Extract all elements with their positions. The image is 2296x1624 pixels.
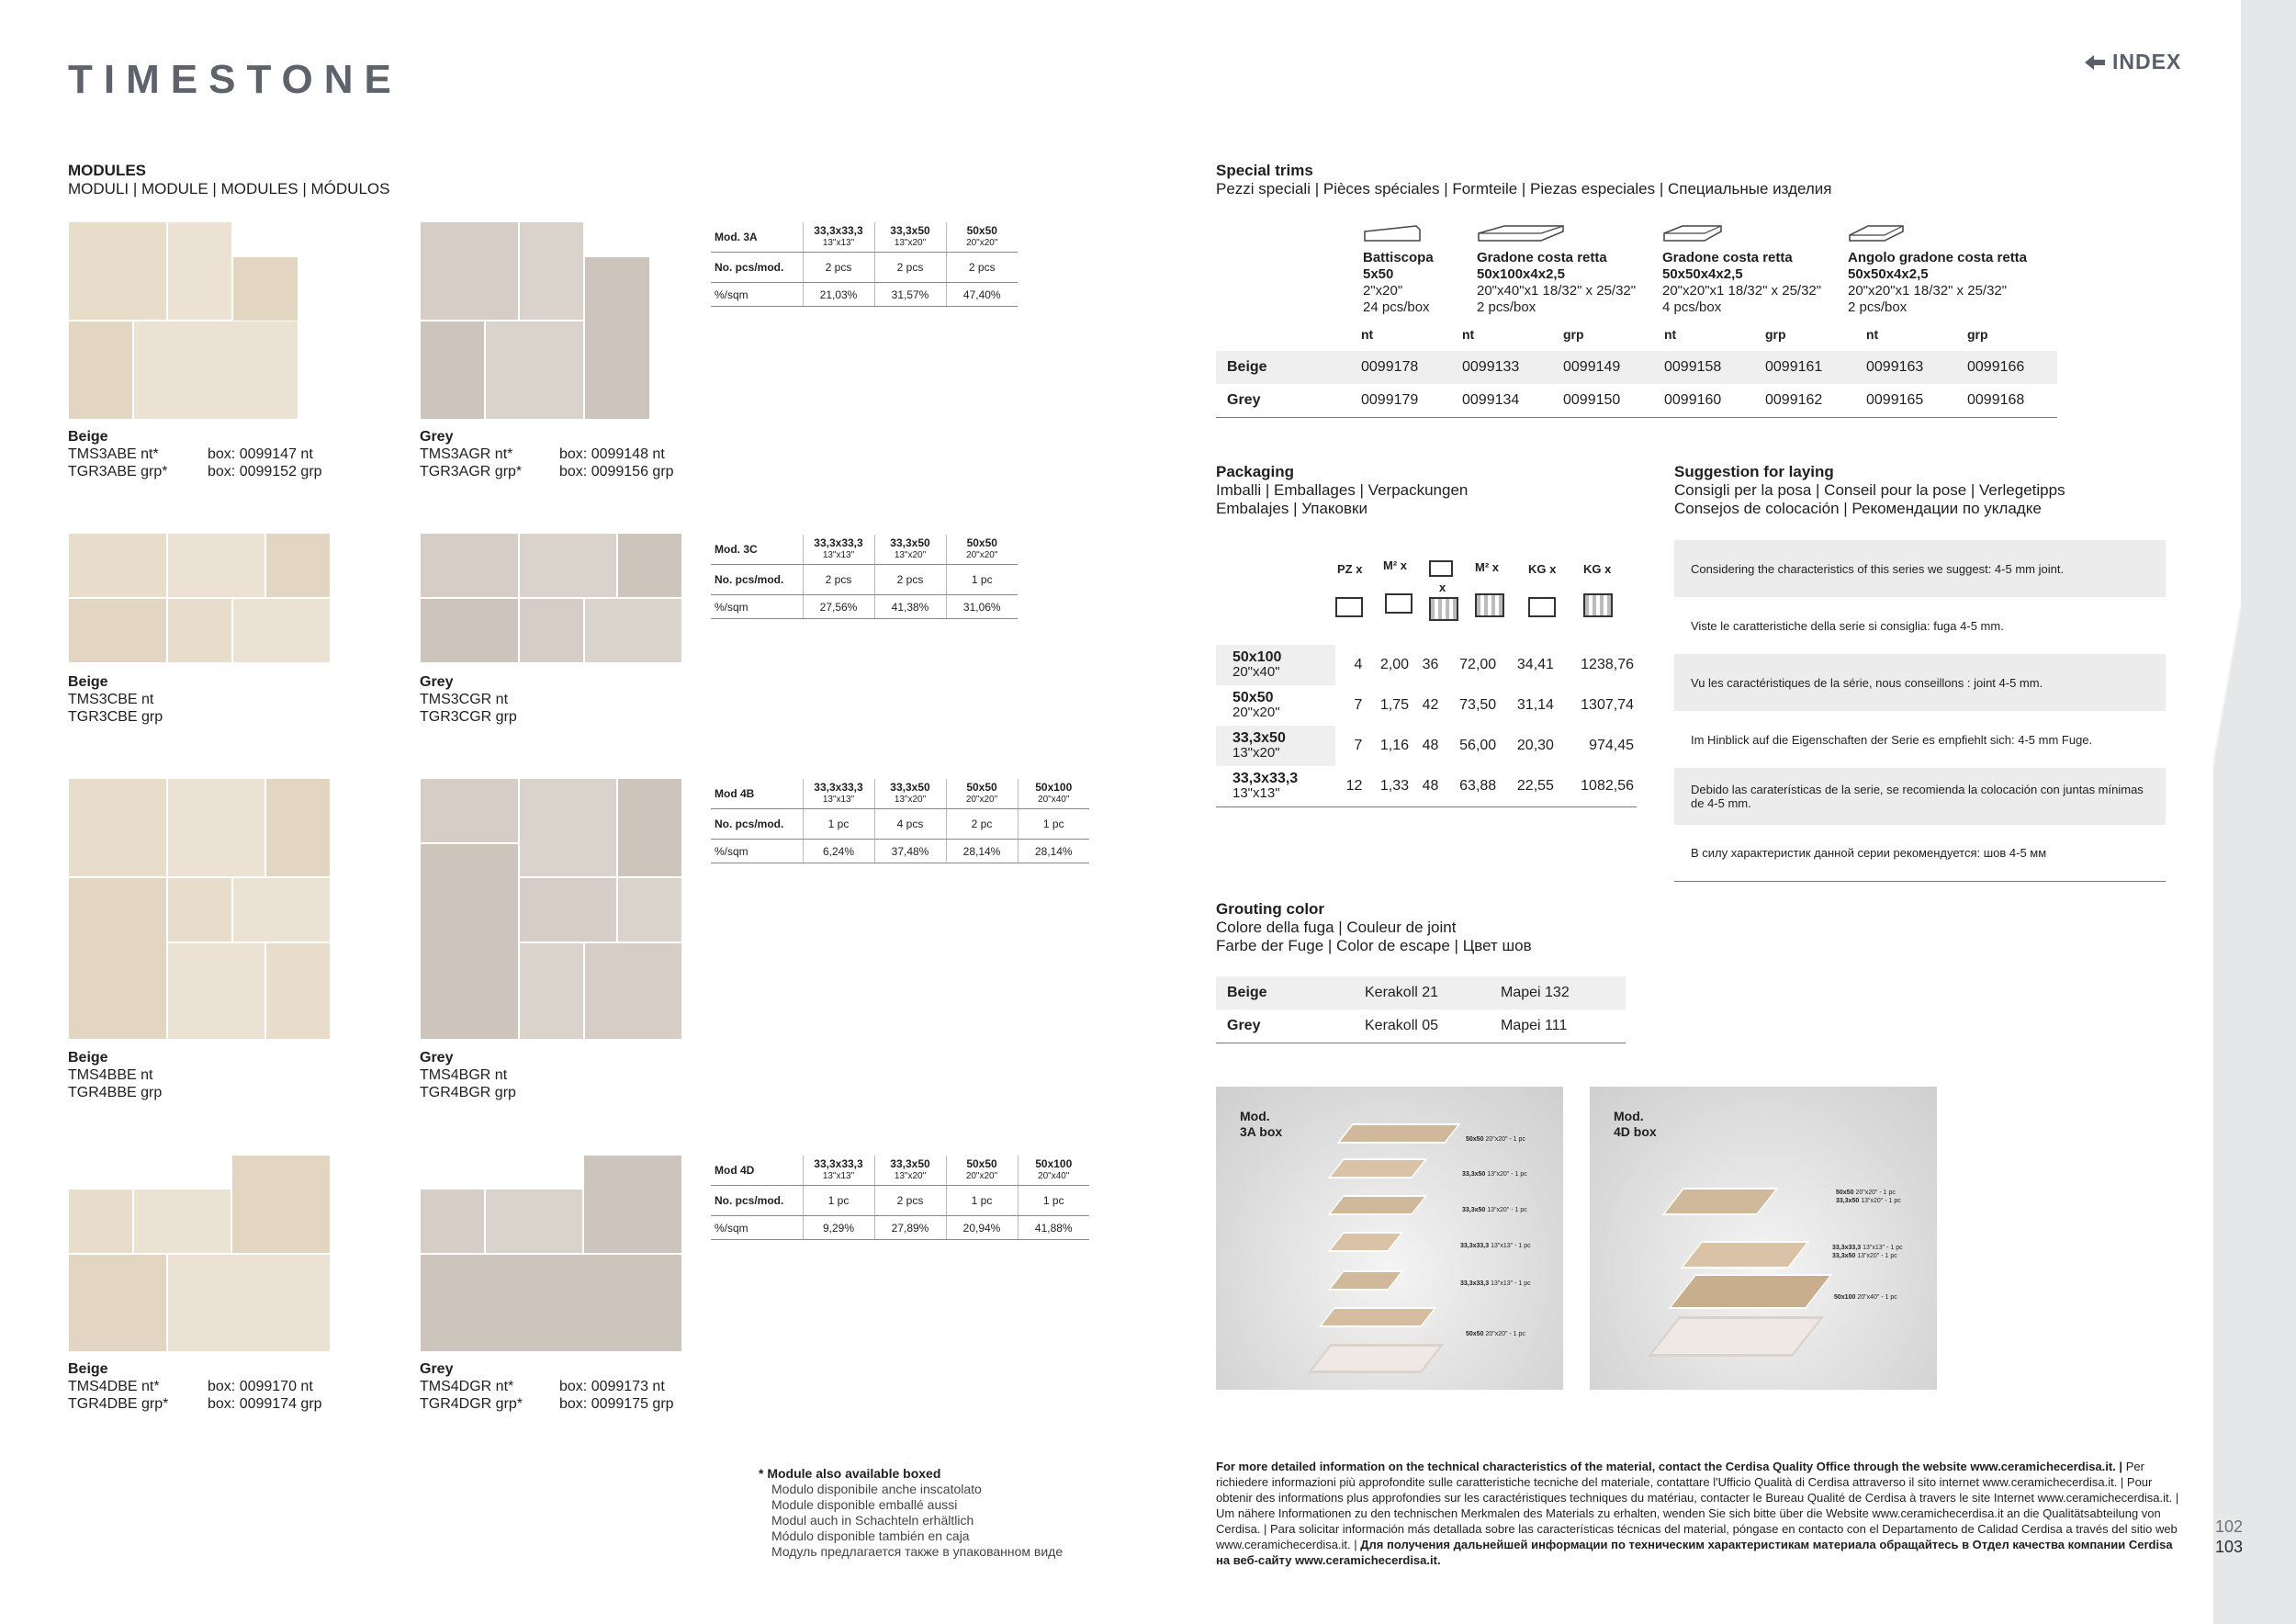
box-4d-title: Mod. 4D box [1614, 1109, 1657, 1139]
index-link[interactable] [2083, 50, 2181, 74]
pallet-icon [1475, 593, 1504, 617]
box-4d-label: 33,3x50 13"x20" - 1 pc [1836, 1198, 1901, 1204]
skirting-icon [1363, 224, 1422, 242]
modules-subtitle: MODULI | MODULE | MODULES | MÓDULOS [68, 180, 390, 197]
grouting-row-grey: Grey Kerakoll 05 Mapei 111 [1216, 1009, 1626, 1043]
grouting-row-beige: Beige Kerakoll 21 Mapei 132 [1216, 976, 1626, 1009]
pack-head-m2: M² x [1383, 558, 1407, 572]
module-4d-beige-label: Beige TMS4DBE nt* box: 0099170 nt TGR4DBE grp* box: 0099174 grp [68, 1361, 322, 1412]
box-3a-label: 33,3x50 13"x20" - 1 pc [1462, 1207, 1527, 1213]
grouting-title: Grouting color [1216, 900, 1325, 918]
module-3c-grey-label: Grey TMS3CGR nt TGR3CGR grp [420, 674, 517, 725]
laying-title: Suggestion for laying [1674, 463, 1834, 480]
page-number-left: 102 [2215, 1517, 2244, 1536]
module-3a-grey-label: Grey TMS3AGR nt* box: 0099148 nt TGR3AGR grp* box: 0099156 grp [420, 429, 674, 479]
trims-title: Special trims [1216, 162, 1313, 179]
box-slab [1661, 1188, 1778, 1215]
trims-row-grey: Grey 0099179 0099134 0099150 0099160 0099162 0099165 0099168 [1216, 384, 2057, 417]
index-label: INDEX [2112, 50, 2182, 73]
box-icon [1429, 560, 1453, 577]
trim-item-2: Gradone costa retta 50x100x4x2,5 20"x40"x1 18/32" x 25/32" 2 pcs/box [1477, 250, 1637, 315]
trims-subtitle: Pezzi speciali | Pièces spéciales | Formteile | Piezas especiales | Специальные изделия [1216, 180, 1832, 197]
box-slab [1668, 1274, 1833, 1309]
module-3c-table: Mod. 3C 33,3x33,3 13"x13" 33,3x50 13"x20" 50x50 20"x20" No. pcs/mod. 2 pcs 2 pcs 1 pc %/sqm 27,56% 41,38% 31,06% [711, 535, 1018, 619]
step-icon [1477, 224, 1565, 244]
trim-item-1: Battiscopa 5x50 2"x20" 24 pcs/box [1363, 250, 1434, 315]
grouting-sub1: Colore della fuga | Couleur de joint [1216, 919, 1457, 936]
module-4b-beige-label: Beige TMS4BBE nt TGR4BBE grp [68, 1050, 163, 1100]
page-number-right: 103 [2215, 1538, 2244, 1556]
module-4b-grey-label: Grey TMS4BGR nt TGR4BGR grp [420, 1050, 516, 1100]
box-slab [1327, 1158, 1427, 1179]
laying-sub2: Consejos de colocación | Рекомендации по укладке [1674, 500, 2042, 517]
box-3a-render [1216, 1087, 1563, 1390]
module-3a-beige-label: Beige TMS3ABE nt* box: 0099147 nt TGR3ABE grp* box: 0099152 grp [68, 429, 322, 479]
box-slab [1318, 1307, 1436, 1327]
box-4d-label: 33,3x33,3 13"x13" - 1 pc [1832, 1245, 1903, 1251]
box-slab [1327, 1270, 1403, 1291]
module-4b-table: Mod 4B 33,3x33,3 13"x13" 33,3x50 13"x20" 50x50 20"x20" 50x100 20"x40" No. pcs/mod. 1 pc 4 pcs 2 pc 1 pc %/sqm 6,24% 37,48% 28,14% 28,14% [711, 779, 1089, 863]
packaging-row: 50x50 20"x20" 7 1,75 42 73,50 31,14 1307,74 [1216, 685, 1637, 726]
grouting-table [1216, 976, 1626, 1043]
packaging-row: 50x100 20"x40" 4 2,00 36 72,00 34,41 1238,76 [1216, 645, 1637, 685]
pallet-icon [1583, 593, 1613, 617]
grouting-sub2: Farbe der Fuge | Color de escape | Цвет шов [1216, 937, 1532, 954]
footer-info: For more detailed information on the technical characteristics of the material, contact the Cerdisa Quality Office through the website www.ceramichecerdisa.it. | Per richiedere informazioni più approfondite sulle caratteristiche tecniche del materiale, contattare l'Ufficio Qualità di Cerdisa attraverso il sito internet www.ceramichecerdisa.it. | Pour obtenir des informations plus approfondies sur les caractéristiques techniques du matériau, contacter le Bureau Qualité de Cerdisa à travers le site Internet www.ceramichecerdisa.it. | Um nähere Informationen zu den technischen Merkmalen des Materials zu erhalten, wenden Sie sich bitte über die Website www.ceramichecerdisa.it an die Qualitätsabteilung von Cerdisa. | Para solicitar información más detallada sobre las características técnicas del material, póngase en contacto con el Departamento de Calidad Cerdisa a través del sitio web www.ceramichecerdisa.it. | Для получения дальнейшей информации по техническим характеристикам материала обращайтесь в Отдел качества компании Cerdisa на веб-сайту www.ceramichecerdisa.it. [1216, 1460, 2179, 1567]
trims-table: nt nt grp nt grp nt grp Beige 0099178 0099133 0099149 0099158 0099161 0099163 0099166 Grey 0099179 0099134 0099150 0099160 0099162 0099165 0099168 [1216, 318, 2057, 418]
pack-head-x: x [1439, 581, 1446, 594]
laying-line-ru: В силу характеристик данной серии рекомендуется: шов 4-5 мм [1674, 825, 2166, 882]
box-icon [1385, 593, 1412, 614]
module-3a-table: Mod. 3A 33,3x33,3 13"x13" 33,3x50 13"x20" 50x50 20"x20" No. pcs/mod. 2 pcs 2 pcs 2 pcs %/sqm 21,03% 31,57% 47,40% [711, 222, 1018, 307]
modules-title: MODULES [68, 162, 146, 179]
module-4d-grey-label: Grey TMS4DGR nt* box: 0099173 nt TGR4DGR grp* box: 0099175 grp [420, 1361, 674, 1412]
box-slab [1327, 1232, 1403, 1252]
pack-head-pz: PZ x [1337, 562, 1363, 576]
boxed-note: * Module also available boxed Modulo disponibile anche inscatolato Module disponible emballé aussi Modul auch in Schachteln erhältlich Módulo disponible también en caja Модуль предлагается также в упакованном виде [759, 1466, 1064, 1559]
packaging-sub1: Imballi | Emballages | Verpackungen [1216, 481, 1469, 499]
laying-line-en: Considering the characteristics of this series we suggest: 4-5 mm joint. [1674, 540, 2166, 597]
box-tray [1648, 1316, 1824, 1357]
box-slab [1336, 1123, 1460, 1144]
box-3a-label: 33,3x33,3 13"x13" - 1 pc [1460, 1243, 1531, 1249]
box-4d-render [1590, 1087, 1937, 1390]
box-3a-title: Mod. 3A box [1240, 1109, 1283, 1139]
module-3c-beige-label: Beige TMS3CBE nt TGR3CBE grp [68, 674, 163, 725]
box-4d-label: 50x100 20"x40" - 1 pc [1834, 1294, 1897, 1301]
box-slab [1327, 1195, 1427, 1215]
packaging-title: Packaging [1216, 463, 1295, 480]
page-edge-strip [2241, 0, 2296, 1624]
packaging-sub2: Embalajes | Упаковки [1216, 500, 1367, 517]
box-icon [1335, 597, 1363, 617]
module-4d-table: Mod 4D 33,3x33,3 13"x13" 33,3x50 13"x20" 50x50 20"x20" 50x100 20"x40" No. pcs/mod. 1 pc 2 pcs 1 pc 1 pc %/sqm 9,29% 27,89% 20,94% 41,88% [711, 1156, 1089, 1240]
packaging-table [1216, 645, 1637, 807]
arrow-up-icon [2083, 53, 2107, 72]
box-slab [1680, 1241, 1809, 1269]
box-3a-label: 50x50 20"x20" - 1 pc [1466, 1331, 1525, 1337]
packaging-row: 33,3x50 13"x20" 7 1,16 48 56,00 20,30 974,45 [1216, 726, 1637, 766]
step-small-icon [1662, 224, 1723, 244]
box-4d-label: 50x50 20"x20" - 1 pc [1836, 1190, 1896, 1196]
box-3a-label: 33,3x33,3 13"x13" - 1 pc [1460, 1280, 1531, 1287]
box-3a-label: 50x50 20"x20" - 1 pc [1466, 1136, 1525, 1143]
laying-line-es: Debido las caraterísticas de la serie, se recomienda la colocación con juntas mínimas de 4-5 mm. [1674, 768, 2166, 825]
corner-step-icon [1848, 224, 1905, 244]
box-3a-label: 33,3x50 13"x20" - 1 pc [1462, 1171, 1527, 1178]
laying-line-de: Im Hinblick auf die Eigenschaften der Serie es empfiehlt sich: 4-5 mm Fuge. [1691, 732, 2093, 747]
laying-sub1: Consigli per la posa | Conseil pour la pose | Verlegetipps [1674, 481, 2065, 499]
box-tray [1307, 1344, 1444, 1373]
brand-title: TIMESTONE [68, 57, 402, 102]
packaging-row: 33,3x33,3 13"x13" 12 1,33 48 63,88 22,55 1082,56 [1216, 766, 1637, 806]
pack-head-kg-pallet: KG x [1583, 562, 1612, 576]
box-4d-label: 33,3x50 13"x20" - 1 pc [1832, 1253, 1897, 1259]
trim-item-3: Gradone costa retta 50x50x4x2,5 20"x20"x1 18/32" x 25/32" 4 pcs/box [1662, 250, 1822, 315]
laying-line-it: Viste le caratteristiche della serie si consiglia: fuga 4-5 mm. [1691, 618, 2004, 633]
box-icon [1528, 597, 1556, 617]
trims-row-beige: Beige 0099178 0099133 0099149 0099158 0099161 0099163 0099166 [1216, 351, 2057, 384]
laying-line-fr: Vu les caractéristiques de la série, nous conseillons : joint 4-5 mm. [1674, 654, 2166, 711]
trim-item-4: Angolo gradone costa retta 50x50x4x2,5 20"x20"x1 18/32" x 25/32" 2 pcs/box [1848, 250, 2028, 315]
pack-head-m2-pallet: M² x [1475, 560, 1499, 574]
pack-head-kg: KG x [1528, 562, 1557, 576]
pallet-icon [1429, 597, 1458, 621]
